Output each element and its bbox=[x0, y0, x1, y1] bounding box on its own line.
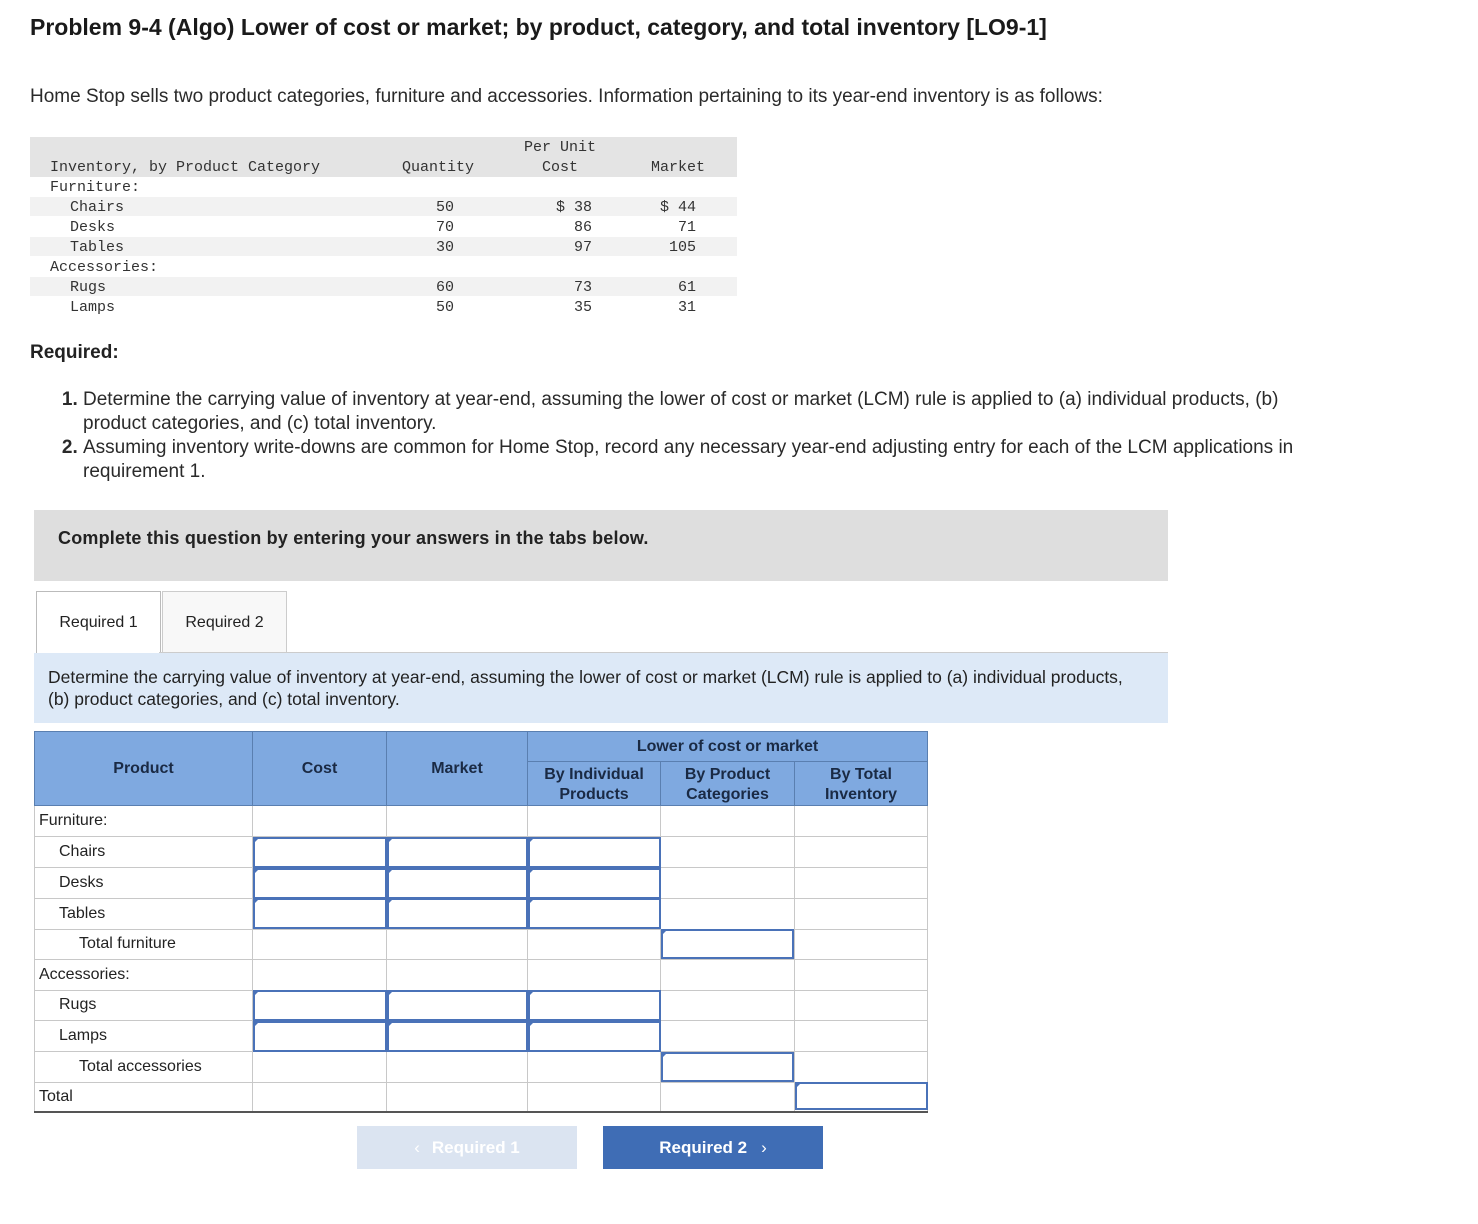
total-by-total-inventory-field[interactable] bbox=[797, 1084, 926, 1108]
col-header-market: Market bbox=[650, 159, 705, 176]
chairs-market-input[interactable] bbox=[387, 837, 528, 868]
col-header-cost-line2: Cost bbox=[541, 159, 578, 176]
total-by-total-inventory-input[interactable] bbox=[795, 1082, 928, 1110]
tables-lcm-individual-input[interactable] bbox=[528, 898, 661, 929]
grid-header-by-total: By Total Inventory bbox=[794, 761, 928, 806]
tables-market-input[interactable] bbox=[387, 898, 528, 929]
rugs-lcm-individual-input[interactable] bbox=[528, 990, 661, 1021]
chairs-lcm-individual-input[interactable] bbox=[528, 837, 661, 868]
item-name: Rugs bbox=[70, 279, 107, 296]
item-cost: 97 bbox=[573, 239, 592, 256]
next-button-label: Required 2 bbox=[659, 1138, 748, 1157]
next-required-2-button[interactable] bbox=[603, 1126, 823, 1169]
grid-header-lcm: Lower of cost or market bbox=[527, 731, 928, 762]
item-name: Lamps bbox=[70, 299, 116, 316]
desks-lcm-individual-field[interactable] bbox=[530, 870, 659, 897]
rugs-market-field[interactable] bbox=[389, 992, 526, 1019]
complete-banner bbox=[34, 510, 1168, 581]
row-label-desks: Desks bbox=[59, 874, 104, 891]
rugs-cost-field[interactable] bbox=[255, 992, 385, 1019]
tables-cost-input[interactable] bbox=[253, 898, 387, 929]
item-quantity: 70 bbox=[435, 219, 454, 236]
lamps-market-field[interactable] bbox=[389, 1023, 526, 1050]
row-label-rugs: Rugs bbox=[59, 996, 97, 1013]
chevron-left-icon: ‹ bbox=[414, 1138, 420, 1157]
row-label-accessories: Accessories: bbox=[39, 966, 130, 983]
tab-required-1[interactable]: Required 1 bbox=[36, 591, 161, 654]
row-label-furniture: Furniture: bbox=[39, 812, 108, 829]
furniture-label: Furniture: bbox=[50, 179, 141, 196]
tables-cost-field[interactable] bbox=[255, 900, 385, 927]
item-quantity: 50 bbox=[435, 299, 454, 316]
prev-required-1-button[interactable] bbox=[357, 1126, 577, 1169]
desks-cost-field[interactable] bbox=[255, 870, 385, 897]
total-accessories-by-category-input[interactable] bbox=[661, 1052, 794, 1082]
lamps-cost-input[interactable] bbox=[253, 1021, 387, 1052]
item-name: Chairs bbox=[70, 199, 125, 216]
item-cost: 86 bbox=[573, 219, 592, 236]
chairs-cost-input[interactable] bbox=[253, 837, 387, 868]
item-market: 61 bbox=[677, 279, 696, 296]
row-label-chairs: Chairs bbox=[59, 843, 106, 860]
chairs-lcm-individual-field[interactable] bbox=[530, 839, 659, 866]
grid-header-cost: Cost bbox=[252, 731, 387, 806]
requirements-list bbox=[30, 388, 1343, 484]
tables-market-field[interactable] bbox=[389, 900, 526, 927]
row-label-lamps: Lamps bbox=[59, 1027, 108, 1044]
instruction-text: Determine the carrying value of inventory at year-end, assuming the lower of cost or market (LCM) rule is applied to (a) individual products, (b) product categories, and (c) total inventory. bbox=[48, 667, 1123, 709]
table-row bbox=[34, 806, 928, 837]
item-quantity: 30 bbox=[435, 239, 454, 256]
tables-lcm-individual-field[interactable] bbox=[530, 900, 659, 927]
row-label-total: Total bbox=[39, 1088, 73, 1105]
col-header-category: Inventory, by Product Category bbox=[50, 159, 321, 176]
lamps-market-input[interactable] bbox=[387, 1021, 528, 1052]
col-header-cost-line1: Per Unit bbox=[523, 139, 596, 156]
row-label-total-accessories: Total accessories bbox=[79, 1058, 202, 1075]
desks-cost-input[interactable] bbox=[253, 868, 387, 899]
grid-header-market: Market bbox=[386, 731, 528, 806]
item-quantity: 60 bbox=[435, 279, 454, 296]
intro-text: Home Stop sells two product categories, furniture and accessories. Information pertaining to its year-end inventory is as follows: bbox=[30, 86, 1103, 107]
requirement-item: 1. Determine the carrying value of inventory at year-end, assuming the lower of cost or market (LCM) rule is applied to (a) individual products, (b) product categories, and (c) total inventory. bbox=[83, 388, 1343, 436]
item-name: Tables bbox=[70, 239, 125, 256]
total-furniture-by-category-field[interactable] bbox=[663, 931, 792, 957]
desks-market-input[interactable] bbox=[387, 868, 528, 899]
item-cost: 73 bbox=[573, 279, 592, 296]
requirement-item: 2. Assuming inventory write-downs are common for Home Stop, record any necessary year-end adjusting entry for each of the LCM applications in requirement 1. bbox=[83, 436, 1343, 484]
lamps-lcm-individual-input[interactable] bbox=[528, 1021, 661, 1052]
complete-banner-text: Complete this question by entering your answers in the tabs below. bbox=[58, 528, 649, 548]
required-heading: Required: bbox=[30, 342, 119, 363]
grid-header-product: Product bbox=[34, 731, 253, 806]
item-market: $ 44 bbox=[659, 199, 696, 216]
grid-header-by-individual: By Individual Products bbox=[527, 761, 661, 806]
rugs-cost-input[interactable] bbox=[253, 990, 387, 1021]
chairs-market-field[interactable] bbox=[389, 839, 526, 866]
grid-header-by-category: By Product Categories bbox=[660, 761, 795, 806]
total-accessories-by-category-field[interactable] bbox=[663, 1054, 792, 1080]
chevron-right-icon: › bbox=[761, 1138, 767, 1157]
item-cost: 35 bbox=[573, 299, 592, 316]
item-market: 31 bbox=[677, 299, 696, 316]
item-quantity: 50 bbox=[435, 199, 454, 216]
item-cost: $ 38 bbox=[555, 199, 592, 216]
rugs-market-input[interactable] bbox=[387, 990, 528, 1021]
item-name: Desks bbox=[70, 219, 116, 236]
row-label-tables: Tables bbox=[59, 905, 106, 922]
tab-required-2[interactable]: Required 2 bbox=[162, 591, 287, 654]
desks-lcm-individual-input[interactable] bbox=[528, 868, 661, 899]
table-row bbox=[34, 1082, 928, 1113]
total-furniture-by-category-input[interactable] bbox=[661, 929, 794, 959]
desks-market-field[interactable] bbox=[389, 870, 526, 897]
page-title: Problem 9-4 (Algo) Lower of cost or market; by product, category, and total inventory [LO9-1] bbox=[30, 14, 1047, 40]
row-label-total-furniture: Total furniture bbox=[79, 935, 176, 952]
item-market: 105 bbox=[668, 239, 696, 256]
instruction-box bbox=[34, 653, 1168, 723]
table-row bbox=[34, 960, 928, 991]
lamps-lcm-individual-field[interactable] bbox=[530, 1023, 659, 1050]
rugs-lcm-individual-field[interactable] bbox=[530, 992, 659, 1019]
chairs-cost-field[interactable] bbox=[255, 839, 385, 866]
prev-button-label: Required 1 bbox=[431, 1138, 520, 1157]
accessories-label: Accessories: bbox=[50, 259, 159, 276]
lcm-answer-grid bbox=[34, 731, 928, 1113]
col-header-quantity: Quantity bbox=[402, 159, 475, 176]
item-market: 71 bbox=[677, 219, 696, 236]
lamps-cost-field[interactable] bbox=[255, 1023, 385, 1050]
